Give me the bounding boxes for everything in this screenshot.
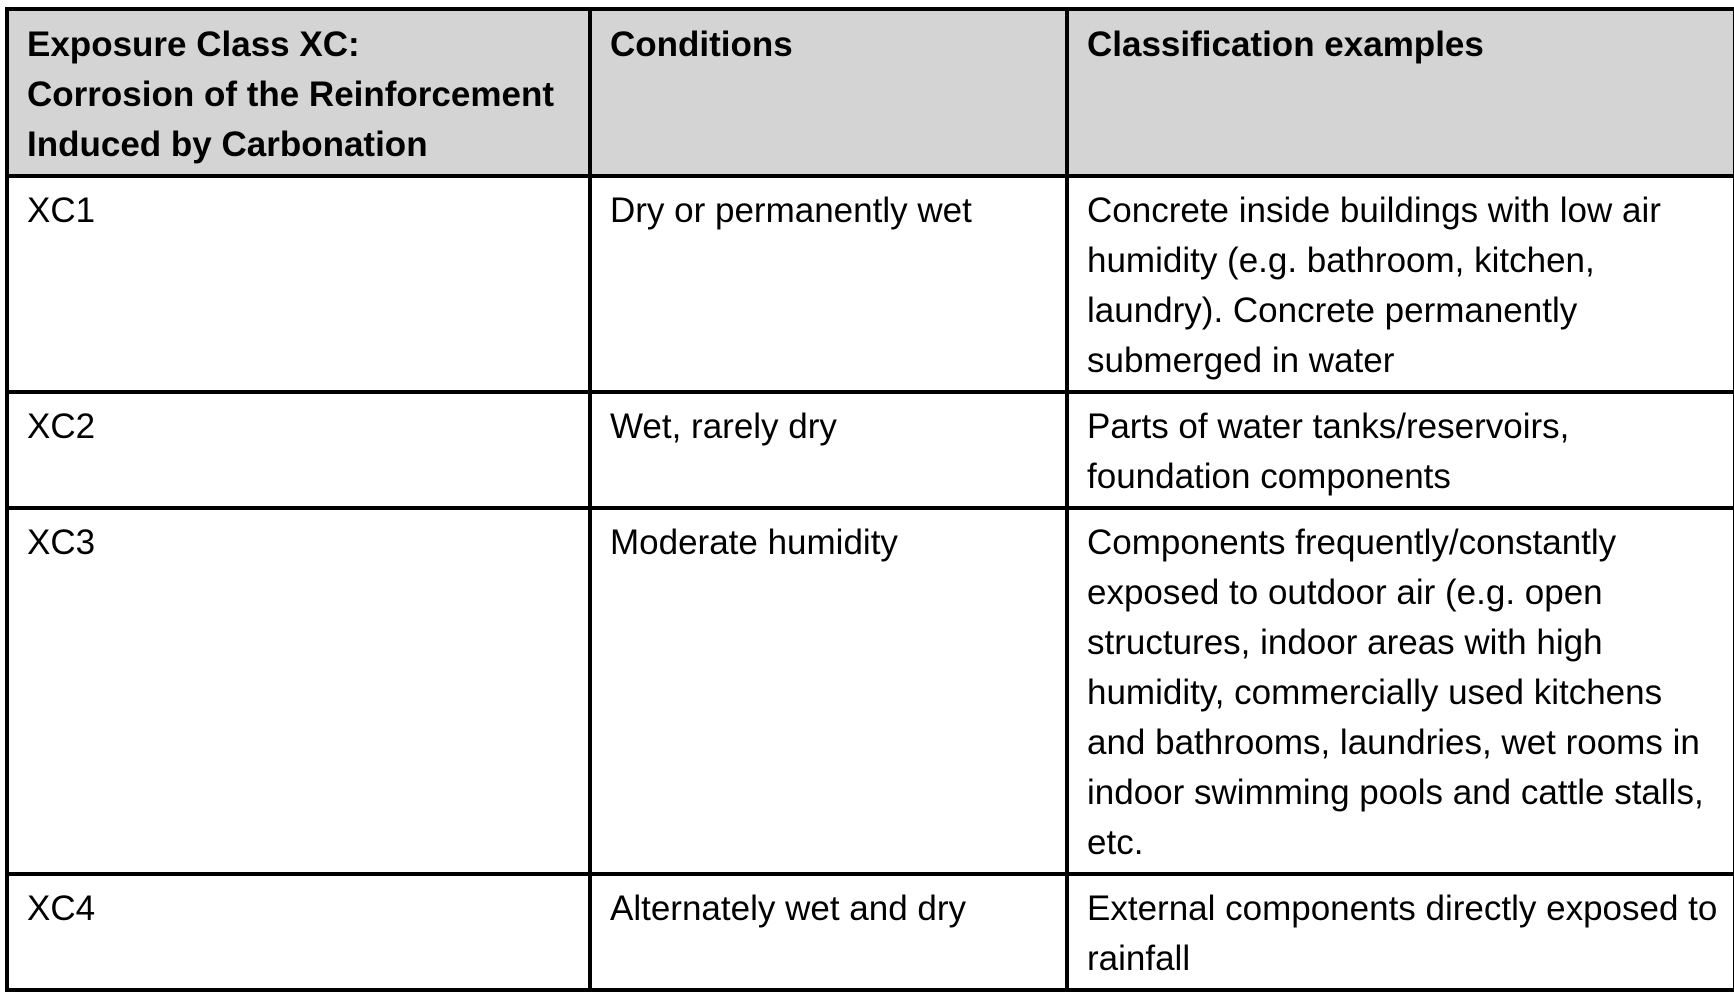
exposure-class-value: XC1 [27,191,96,230]
header-classification-examples-label: Classification examples [1087,25,1484,64]
header-exposure-class-label: Exposure Class XC: Corrosion of the Reinforcement Induced by Carbonation [27,25,554,164]
conditions-value: Dry or permanently wet [610,191,972,230]
table-row [7,874,1734,990]
header-conditions-label: Conditions [610,25,793,64]
conditions-cell [590,392,1067,508]
exposure-class-table [5,7,1734,992]
conditions-cell [590,176,1067,392]
exposure-class-cell [7,392,590,508]
examples-value: External components directly exposed to rainfall [1087,889,1718,978]
examples-value: Parts of water tanks/reservoirs, foundation components [1087,407,1570,496]
table-row [7,392,1734,508]
conditions-value: Alternately wet and dry [610,889,967,928]
exposure-class-cell [7,874,590,990]
table-row [7,508,1734,874]
examples-value: Concrete inside buildings with low air humidity (e.g. bathroom, kitchen, laundry). Concrete permanently submerged in water [1087,191,1661,380]
header-row [7,9,1734,176]
examples-value: Components frequently/constantly exposed to outdoor air (e.g. open structures, indoor areas with high humidity, commercially used kitchens and bathrooms, laundries, wet rooms in indoor swimming pools and cattle stalls, etc. [1087,523,1704,862]
conditions-value: Wet, rarely dry [610,407,837,446]
conditions-value: Moderate humidity [610,523,898,562]
exposure-class-value: XC3 [27,523,96,562]
header-exposure-class [7,9,590,176]
conditions-cell [590,874,1067,990]
examples-cell [1067,508,1734,874]
exposure-class-cell [7,176,590,392]
examples-cell [1067,392,1734,508]
header-conditions [590,9,1067,176]
table-body [7,176,1734,990]
examples-cell [1067,874,1734,990]
exposure-class-cell [7,508,590,874]
exposure-class-value: XC4 [27,889,96,928]
conditions-cell [590,508,1067,874]
header-classification-examples [1067,9,1734,176]
exposure-class-value: XC2 [27,407,96,446]
examples-cell [1067,176,1734,392]
table-row [7,176,1734,392]
table-header [7,9,1734,176]
